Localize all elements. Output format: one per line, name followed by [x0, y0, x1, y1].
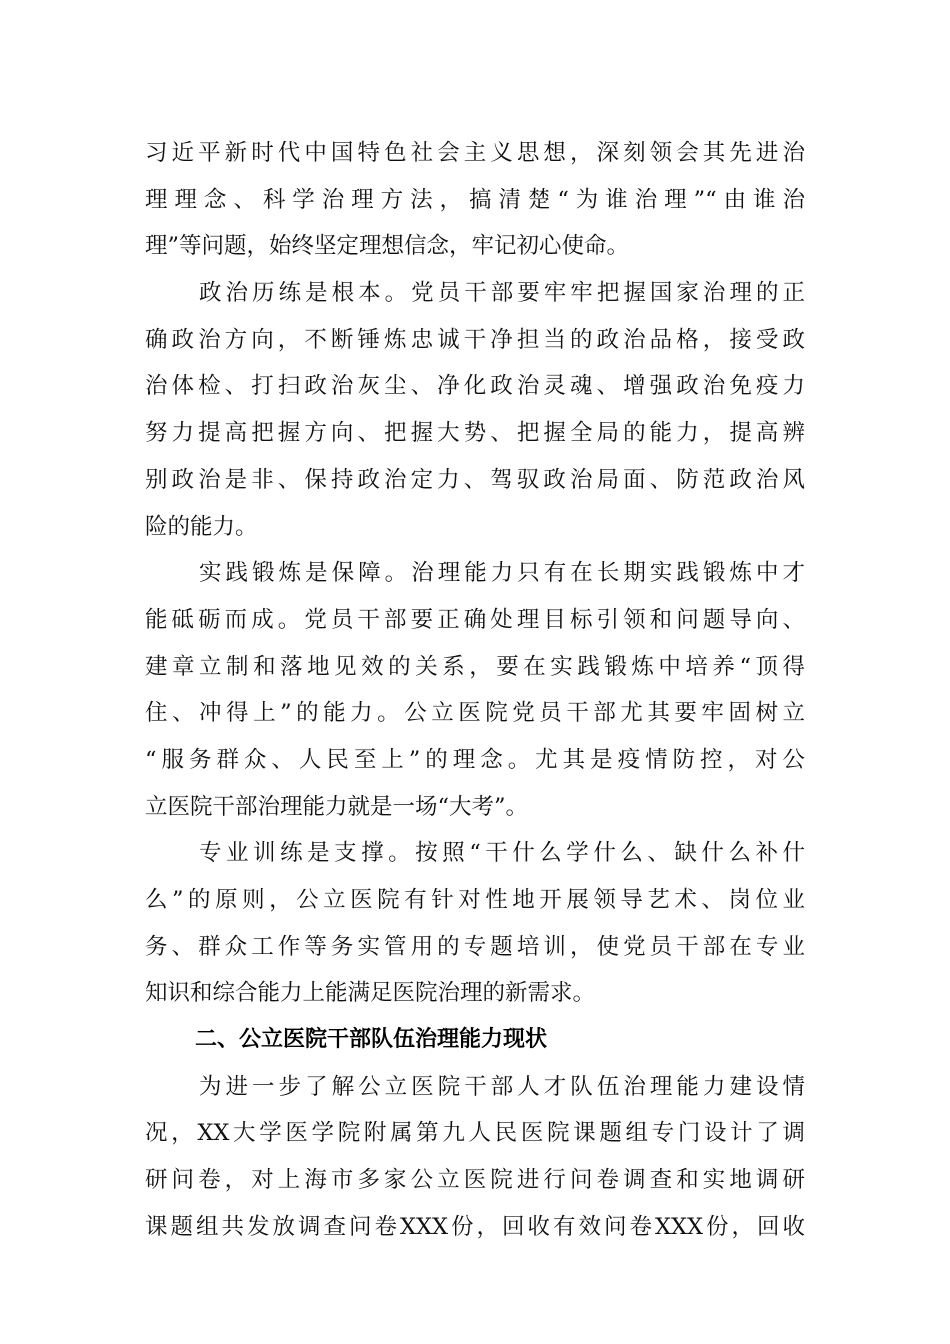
text-line: 能砥砺而成。党员干部要正确处理目标引领和问题导向、 — [145, 606, 805, 633]
text-line: 研问卷，对上海市多家公立医院进行问卷调查和实地调研 — [145, 1167, 805, 1194]
text-line: 习近平新时代中国特色社会主义思想，深刻领会其先进治 — [145, 140, 805, 166]
text-line: 么”的原则，公立医院有针对性地开展领导艺术、岗位业 — [145, 887, 805, 913]
text-line: 知识和综合能力上能满足医院治理的新需求。 — [145, 980, 596, 1007]
text-line: “服务群众、人民至上”的理念。尤其是疫情防控，对公 — [145, 746, 805, 773]
text-line: 别政治是非、保持政治定力、驾驭政治局面、防范政治风 — [145, 466, 805, 493]
text-line: 努力提高把握方向、把握大势、把握全局的能力，提高辨 — [145, 420, 805, 447]
paragraph-practice-training-line: 实践锻炼是保障。治理能力只有在长期实践锻炼中才 — [199, 560, 805, 587]
paragraph-survey-line: 为进一步了解公立医院干部人才队伍治理能力建设情 — [199, 1073, 805, 1100]
section-heading: 二、公立医院干部队伍治理能力现状 — [195, 1027, 548, 1053]
paragraph-professional-training-line: 专业训练是支撑。按照“干什么学什么、缺什么补什 — [199, 840, 805, 867]
text-line: 险的能力。 — [145, 513, 258, 540]
text-line: 况，XX大学医学院附属第九人民医院课题组专门设计了调 — [145, 1120, 805, 1147]
text-line: 确政治方向，不断锤炼忠诚干净担当的政治品格，接受政 — [145, 326, 805, 353]
text-line: 治体检、打扫政治灰尘、净化政治灵魂、增强政治免疫力 — [145, 373, 805, 400]
paragraph-political-training-line: 政治历练是根本。党员干部要牢牢把握国家治理的正 — [199, 280, 805, 307]
document-body — [145, 130, 805, 1251]
text-line: 住、冲得上”的能力。公立医院党员干部尤其要牢固树立 — [145, 700, 805, 727]
text-line: 课题组共发放调查问卷XXX份，回收有效问卷XXX份，回收 — [145, 1213, 806, 1240]
text-line: 理理念、科学治理方法，搞清楚“为谁治理”“由谁治 — [145, 186, 805, 213]
text-line: 建章立制和落地见效的关系，要在实践锻炼中培养“顶得 — [145, 653, 805, 680]
text-line: 务、群众工作等务实管用的专题培训，使党员干部在专业 — [145, 933, 805, 960]
text-line: 立医院干部治理能力就是一场“大考”。 — [145, 793, 529, 820]
text-line: 理”等问题，始终坚定理想信念，牢记初心使命。 — [145, 233, 630, 260]
